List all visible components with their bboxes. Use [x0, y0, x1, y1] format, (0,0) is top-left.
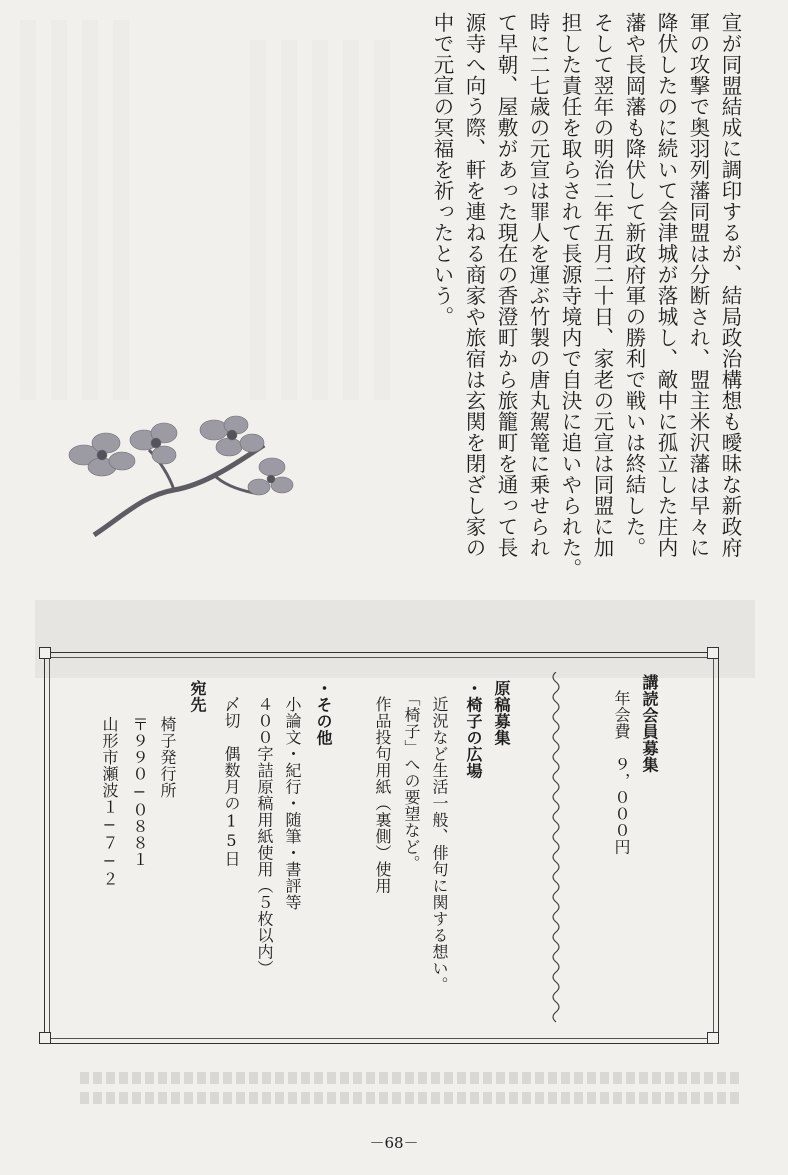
frame-corner — [39, 1032, 51, 1044]
other-line: ４００字詰原稿用紙使用（５枚以内） — [255, 696, 274, 977]
essay-text — [414, 12, 746, 579]
hiroba-line: 近況など生活一般、俳句に関する想い。 — [430, 696, 449, 993]
frame-corner — [39, 647, 51, 659]
page-number: －68－ — [369, 1134, 419, 1152]
bleed-through-texture — [250, 40, 400, 400]
address-heading: 宛先 — [188, 680, 207, 713]
bleed-through-texture — [20, 20, 140, 400]
essay-line: 担した責任を取らされて長源寺境内で自決に追いやられた。 — [558, 12, 582, 579]
address-name: 椅子発行所 — [158, 716, 177, 799]
frame-corner — [707, 647, 719, 659]
flower-illustration — [64, 415, 294, 540]
manuscripts-heading: 原稿募集 — [492, 680, 511, 746]
essay-line: 宣が同盟結成に調印するが、結局政治構想も曖昧な新政府 — [718, 12, 742, 558]
hiroba-line: 作品投句用紙（裏側）使用 — [373, 696, 392, 894]
essay-line: 藩や長岡藩も降伏して新政府軍の勝利で戦いは終結した。 — [622, 12, 646, 558]
address-postal: 〒９９０−０８８１ — [130, 716, 149, 868]
essay-line: 降伏したのに続いて会津城が落城し、敵中に孤立した庄内 — [654, 12, 678, 558]
essay-line: 軍の攻撃で奥羽列藩同盟は分断され、盟主米沢藩は早々に — [686, 12, 710, 558]
subscription-fee: 年会費 ９，０００円 — [612, 690, 631, 855]
other-title: ・その他 — [314, 680, 333, 746]
essay-line: 源寺へ向う際、軒を連ねる商家や旅宿は玄関を閉ざし家の — [462, 12, 486, 558]
hiroba-title: ・椅子の広場 — [464, 680, 483, 779]
address-street: 山形市瀬波１−７−２ — [100, 716, 119, 887]
essay-line: そして翌年の明治二年五月二十日、家老の元宣は同盟に加 — [590, 12, 614, 558]
essay-line: て早朝、屋敷があった現在の香澄町から旅籠町を通って長 — [494, 12, 518, 558]
bleed-through-texture — [80, 1072, 740, 1084]
hiroba-line: 「椅子」への要望など。 — [402, 690, 421, 872]
essay-line: 中で元宣の冥福を祈ったという。 — [430, 12, 454, 327]
wavy-divider — [548, 672, 564, 1027]
essay-line: 時に二七歳の元宣は罪人を運ぶ竹製の唐丸駕篭に乗せられ — [526, 12, 550, 558]
bleed-through-texture — [80, 1092, 740, 1104]
frame-corner — [707, 1032, 719, 1044]
other-line: 小論文・紀行・随筆・書評等 — [283, 696, 302, 911]
subscription-heading: 講読会員募集 — [640, 674, 659, 773]
deadline: 〆切 偶数月の15日 — [222, 696, 241, 867]
